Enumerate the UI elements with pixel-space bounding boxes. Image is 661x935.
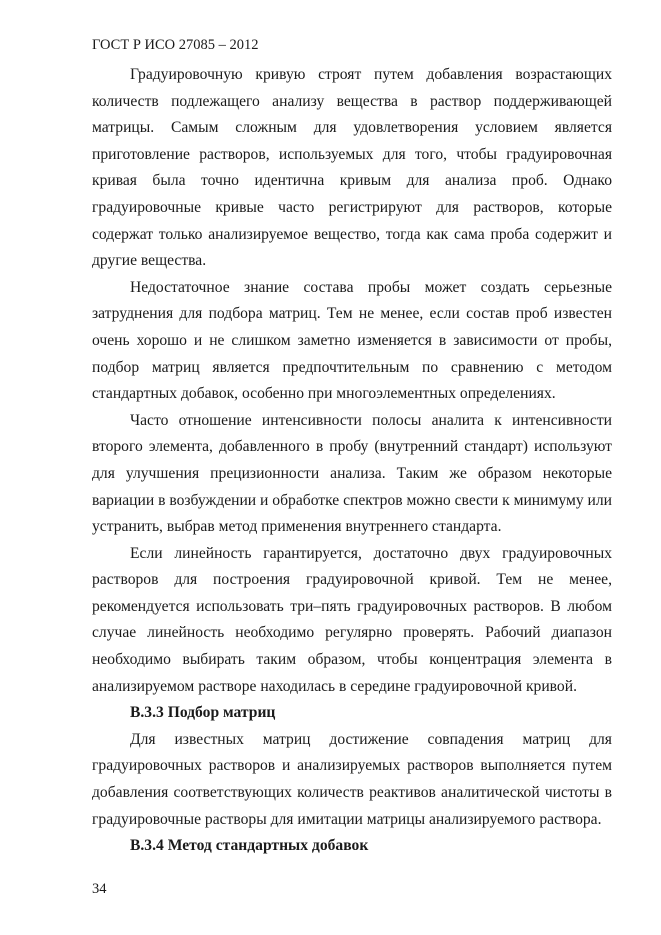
document-header: ГОСТ Р ИСО 27085 – 2012 xyxy=(92,37,259,53)
paragraph-known-matrices: Для известных матриц достижение совпадения матриц для градуировочных растворов и анализируемых растворов выполняется путем добавления соответствующих количеств реактивов аналитической чистоты в градуировочные растворы для имитации матрицы анализируемого раствора. xyxy=(92,730,612,828)
page-number: 34 xyxy=(92,881,107,897)
paragraph-matrix-matching-difficulty: Недостаточное знание состава пробы может создать серьезные затруднения для подбора матриц. Тем не менее, если состав проб известен очень хорошо и не слишком заметно изменяется в зависимости от пробы, подбор матриц является предпочтительным по сравнению с методом стандартных добавок, особенно при многоэлементных определениях. xyxy=(92,278,612,403)
paragraph-calibration-curve: Градуировочную кривую строят путем добавления возрастающих количеств подлежащего анализу вещества в раствор поддерживающей матрицы. Самым сложным для удовлетворения условием является приготовление растворов, используемых для того, чтобы градуировочная кривая была точно идентична кривым для анализа проб. Однако градуировочные кривые часто регистрируют для растворов, которые содержат только анализируемое вещество, тогда как сама проба содержит и другие вещества. xyxy=(92,66,612,270)
section-heading-matrix-matching: В.3.3 Подбор матриц xyxy=(130,704,276,722)
paragraph-linearity: Если линейность гарантируется, достаточно двух градуировочных растворов для построения градуировочной кривой. Тем не менее, рекомендуется использовать три–пять градуировочных растворов. В любом случае линейность необходимо регулярно проверять. Рабочий диапазон необходимо выбирать таким образом, чтобы концентрация элемента в анализируемом растворе находилась в середине градуировочной кривой. xyxy=(92,544,612,695)
section-heading-standard-additions: В.3.4 Метод стандартных добавок xyxy=(130,837,369,855)
document-body xyxy=(92,62,612,860)
paragraph-internal-standard: Часто отношение интенсивности полосы аналита к интенсивности второго элемента, добавленного в пробу (внутренний стандарт) используют для улучшения прецизионности анализа. Таким же образом некоторые вариации в возбуждении и обработке спектров можно свести к минимуму или устранить, выбрав метод применения внутреннего стандарта. xyxy=(92,411,612,536)
